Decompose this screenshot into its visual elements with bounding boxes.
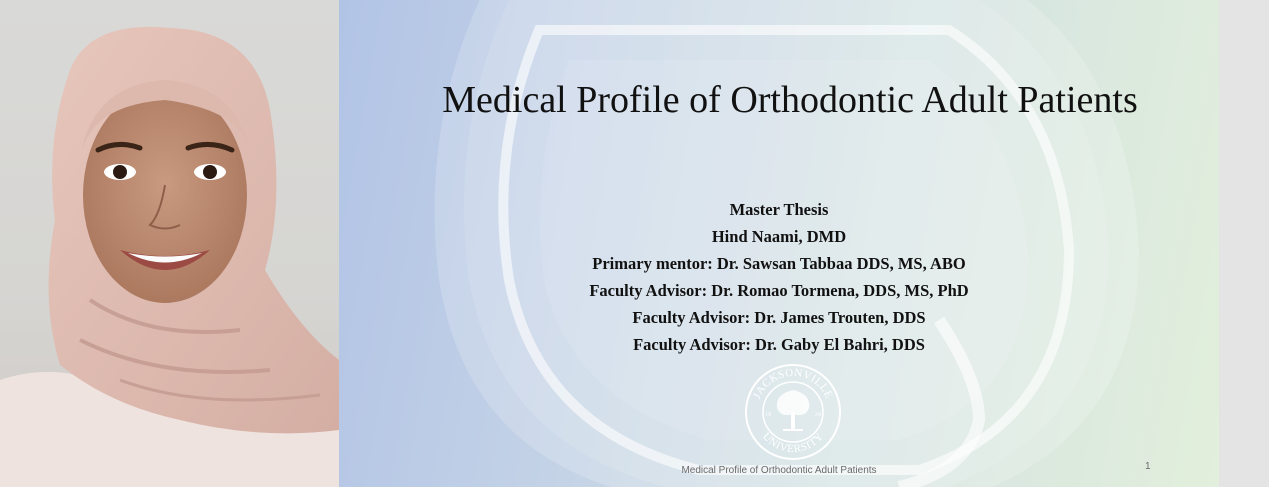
credits-block bbox=[429, 196, 1129, 358]
seal-top-text: JACKSONVILLE bbox=[750, 366, 836, 401]
faculty-advisor-2: Faculty Advisor: Dr. James Trouten, DDS bbox=[632, 308, 926, 327]
faculty-advisor-1: Faculty Advisor: Dr. Romao Tormena, DDS, MS, PhD bbox=[589, 281, 969, 300]
svg-text:UNIVERSITY bbox=[760, 431, 826, 456]
author-name: Hind Naami, DMD bbox=[711, 227, 847, 246]
faculty-advisor-3: Faculty Advisor: Dr. Gaby El Bahri, DDS bbox=[633, 335, 925, 354]
title-slide bbox=[339, 0, 1219, 487]
presenter-photo bbox=[0, 0, 339, 487]
slide-footer: Medical Profile of Orthodontic Adult Patients bbox=[681, 465, 877, 476]
seal-year-right: 34 bbox=[815, 412, 821, 418]
thesis-label: Master Thesis bbox=[729, 200, 829, 219]
university-seal-icon bbox=[743, 362, 843, 462]
seal-bottom-text: UNIVERSITY bbox=[759, 430, 827, 456]
slide-title: Medical Profile of Orthodontic Adult Patients bbox=[442, 79, 1138, 121]
presenter-portrait-icon bbox=[0, 0, 339, 487]
primary-mentor: Primary mentor: Dr. Sawsan Tabbaa DDS, MS, ABO bbox=[592, 254, 966, 273]
right-gutter bbox=[1219, 0, 1269, 487]
slide-number: 1 bbox=[1145, 461, 1151, 472]
seal-year-left: 19 bbox=[765, 412, 771, 418]
